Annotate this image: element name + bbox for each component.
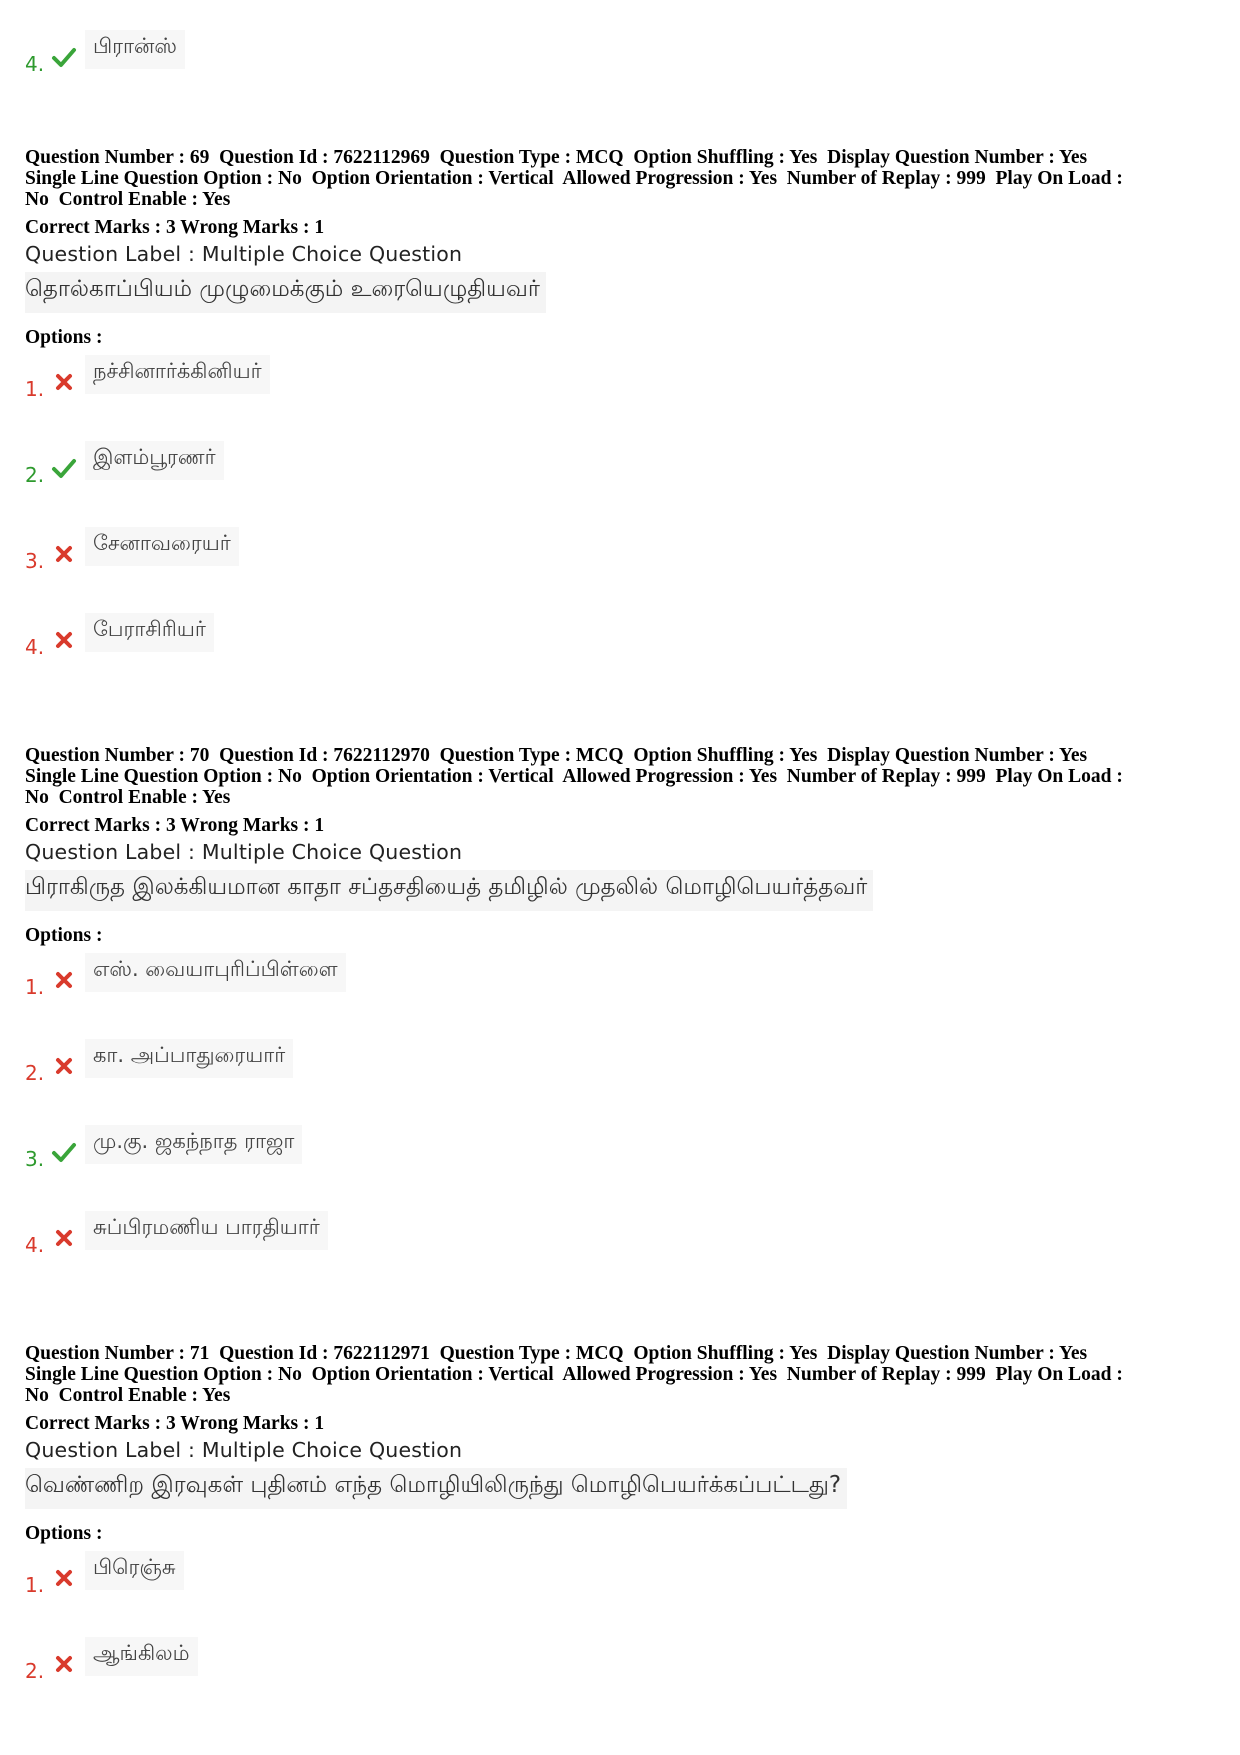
option-item — [25, 1039, 1220, 1125]
option-text: பிரான்ஸ் — [85, 30, 185, 69]
marks-line: Correct Marks : 3 Wrong Marks : 1 — [25, 1413, 325, 1434]
question-block — [25, 745, 1220, 1297]
options-heading: Options : — [25, 327, 103, 348]
question-meta-line: Question Number : 71 Question Id : 7622112971 Question Type : MCQ Option Shuffling : Yes Display Question Number : Yes — [25, 1343, 1088, 1364]
options-heading: Options : — [25, 925, 103, 946]
check-icon — [51, 44, 77, 70]
option-number: 2. — [25, 1659, 45, 1683]
question-block — [25, 147, 1220, 699]
cross-icon — [51, 1053, 77, 1079]
marks-line: Correct Marks : 3 Wrong Marks : 1 — [25, 217, 325, 238]
option-text: நச்சினார்க்கினியர் — [85, 355, 270, 394]
question-meta-line: No Control Enable : Yes — [25, 787, 231, 808]
cross-icon — [51, 1225, 77, 1251]
option-number: 4. — [25, 52, 45, 76]
question-meta-line: No Control Enable : Yes — [25, 1385, 231, 1406]
question-text: தொல்காப்பியம் முழுமைக்கும் உரையெழுதியவர் — [25, 272, 546, 313]
option-number: 1. — [25, 975, 45, 999]
option-number: 4. — [25, 1233, 45, 1257]
options-list — [25, 953, 1220, 1297]
option-number: 1. — [25, 377, 45, 401]
option-item — [25, 613, 1220, 699]
option-text: எஸ். வையாபுரிப்பிள்ளை — [85, 953, 346, 992]
question-meta-line: Question Number : 70 Question Id : 7622112970 Question Type : MCQ Option Shuffling : Yes Display Question Number : Yes — [25, 745, 1088, 766]
option-item — [25, 527, 1220, 613]
option-item — [25, 953, 1220, 1039]
cross-icon — [51, 1565, 77, 1591]
option-text: பேராசிரியர் — [85, 613, 214, 652]
option-item — [25, 1637, 1220, 1723]
option-text: பிரெஞ்சு — [85, 1551, 184, 1590]
option-text: சேனாவரையர் — [85, 527, 239, 566]
question-meta-line: Question Number : 69 Question Id : 7622112969 Question Type : MCQ Option Shuffling : Yes Display Question Number : Yes — [25, 147, 1088, 168]
option-item — [25, 441, 1220, 527]
option-text: ஆங்கிலம் — [85, 1637, 198, 1676]
cross-icon — [51, 627, 77, 653]
option-item — [25, 1551, 1220, 1637]
question-meta-line: No Control Enable : Yes — [25, 189, 231, 210]
cross-icon — [51, 369, 77, 395]
options-heading: Options : — [25, 1523, 103, 1544]
question-block — [25, 1343, 1220, 1723]
question-meta-line: Single Line Question Option : No Option Orientation : Vertical Allowed Progression : Yes Number of Replay : 999 Play On Load : — [25, 1364, 1123, 1385]
option-number: 2. — [25, 463, 45, 487]
options-list — [25, 1551, 1220, 1723]
option-text: இளம்பூரணர் — [85, 441, 224, 480]
document-page — [25, 0, 1220, 1683]
option-number: 3. — [25, 549, 45, 573]
marks-line: Correct Marks : 3 Wrong Marks : 1 — [25, 815, 325, 836]
options-list — [25, 355, 1220, 699]
cross-icon — [51, 967, 77, 993]
option-number: 4. — [25, 635, 45, 659]
option-number: 1. — [25, 1573, 45, 1597]
cross-icon — [51, 541, 77, 567]
option-item — [25, 1211, 1220, 1297]
cross-icon — [51, 1651, 77, 1677]
question-meta-line: Single Line Question Option : No Option Orientation : Vertical Allowed Progression : Yes Number of Replay : 999 Play On Load : — [25, 168, 1123, 189]
option-item — [25, 1125, 1220, 1211]
question-meta-line: Single Line Question Option : No Option Orientation : Vertical Allowed Progression : Yes Number of Replay : 999 Play On Load : — [25, 766, 1123, 787]
question-text: வெண்ணிற இரவுகள் புதினம் எந்த மொழியிலிருந்து மொழிபெயர்க்கப்பட்டது? — [25, 1468, 847, 1509]
option-item — [25, 355, 1220, 441]
question-label: Question Label : Multiple Choice Question — [25, 1438, 463, 1462]
check-icon — [51, 455, 77, 481]
option-number: 3. — [25, 1147, 45, 1171]
option-text: சுப்பிரமணிய பாரதியார் — [85, 1211, 328, 1250]
question-label: Question Label : Multiple Choice Question — [25, 840, 463, 864]
option-number: 2. — [25, 1061, 45, 1085]
question-text: பிராகிருத இலக்கியமான காதா சப்தசதியைத் தமிழில் முதலில் மொழிபெயர்த்தவர் — [25, 870, 873, 911]
check-icon — [51, 1139, 77, 1165]
question-label: Question Label : Multiple Choice Question — [25, 242, 463, 266]
carry-option — [25, 30, 1220, 116]
option-text: கா. அப்பாதுரையார் — [85, 1039, 293, 1078]
option-text: மு.கு. ஜகந்நாத ராஜா — [85, 1125, 302, 1164]
